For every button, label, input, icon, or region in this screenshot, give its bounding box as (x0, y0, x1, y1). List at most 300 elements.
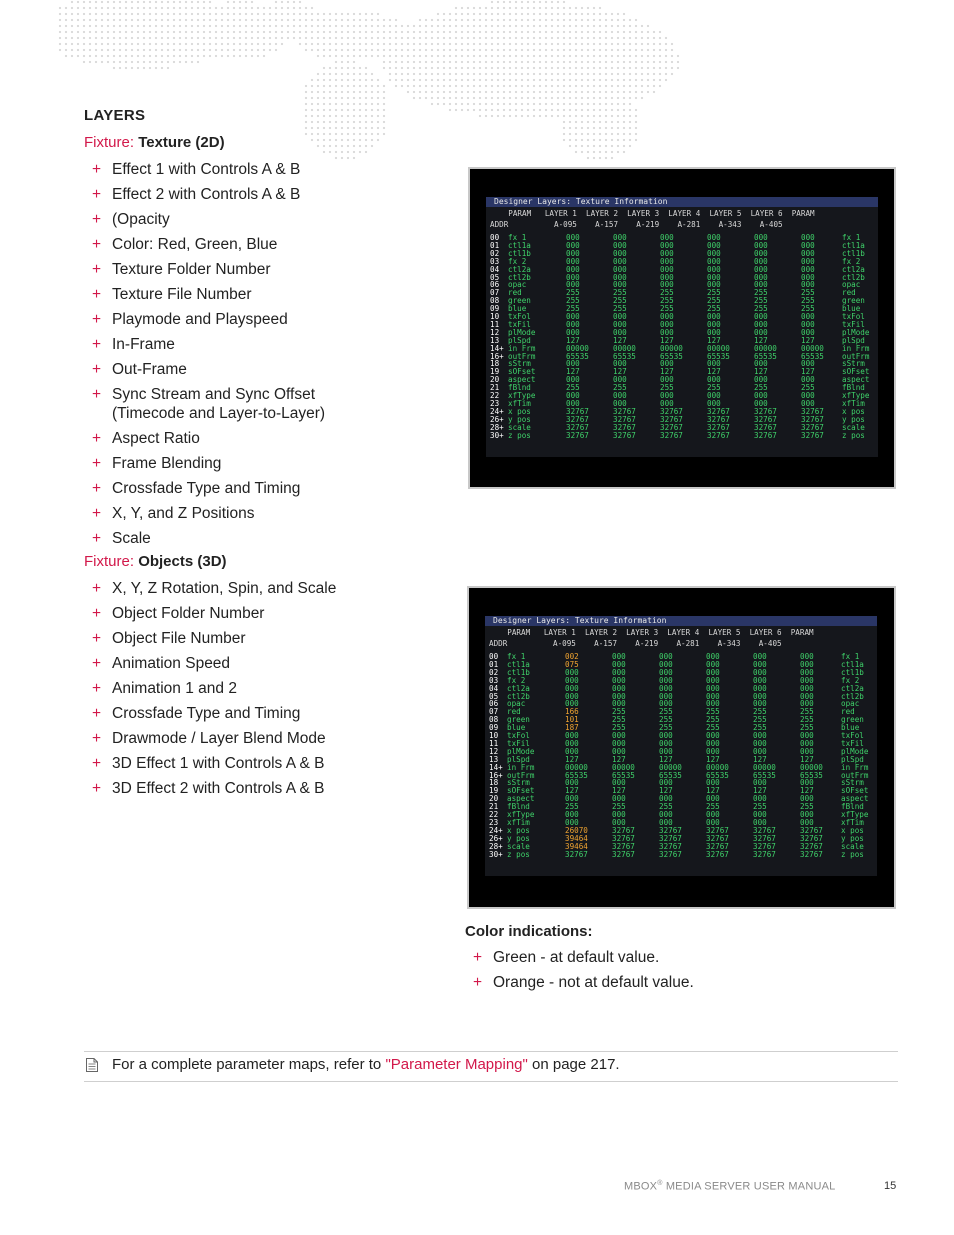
table-cell-value: 000 (612, 794, 626, 804)
table-cell-param-right: fBlnd (842, 383, 865, 393)
table-cell-addr: 21 (489, 802, 499, 812)
table-cell-param-right: fx 1 (842, 233, 861, 242)
table-cell-value: 000 (566, 327, 580, 337)
table-cell-value: 32767 (613, 414, 636, 424)
table-cell-param: z pos (507, 849, 530, 859)
list-item-text: Animation 1 and 2 (112, 680, 237, 697)
table-cell-addr: 10 (490, 312, 500, 321)
table-cell-value: 00000 (565, 762, 588, 772)
table-cell-value: 000 (706, 667, 720, 677)
table-cell-param: xfType (508, 391, 536, 400)
list-item (84, 285, 325, 304)
table-cell-param-right: plSpd (842, 335, 865, 345)
table-cell-value: 000 (801, 391, 815, 400)
table-cell-param: fx 2 (508, 256, 527, 266)
table-cell-value: 127 (754, 335, 768, 345)
table-cell-value: 000 (659, 738, 673, 748)
table-cell-param-right: txFol (841, 731, 864, 740)
table-cell-value: 000 (753, 794, 767, 804)
table-cell-value: 000 (753, 667, 767, 677)
bullet-plus-icon: + (92, 286, 102, 303)
table-cell-value: 255 (801, 383, 815, 393)
table-cell-value: 000 (801, 327, 815, 337)
table-cell-param: opac (508, 280, 527, 290)
table-cell-param: x pos (507, 825, 530, 835)
fixture-label: Fixture: (84, 134, 135, 151)
table-cell-param: xfType (507, 810, 535, 819)
table-cell-value: 000 (800, 683, 814, 693)
table-cell-value: 000 (566, 256, 580, 266)
list-item (84, 160, 325, 179)
table-cell-value: 32767 (800, 841, 823, 851)
table-cell-value: 000 (660, 375, 674, 385)
objects-feature-list (84, 579, 336, 804)
table-cell-value: 000 (800, 746, 814, 756)
table-cell-value: 000 (801, 312, 815, 321)
table-cell-param: plSpd (508, 335, 531, 345)
bullet-plus-icon: + (92, 161, 102, 178)
table-cell-value: 65535 (800, 770, 823, 780)
parameter-mapping-link[interactable]: "Parameter Mapping" (385, 1056, 528, 1073)
table-cell-value: 000 (753, 817, 767, 827)
table-cell-addr: 22 (490, 391, 500, 400)
list-item (465, 973, 694, 992)
table-cell-param-right: in Frm (841, 762, 869, 772)
table-cell-param: red (507, 707, 521, 717)
table-cell-addr: 22 (489, 810, 499, 819)
list-item (84, 479, 325, 498)
table-cell-value: 000 (801, 272, 815, 282)
panel-title: Designer Layers: Texture Information (493, 616, 667, 625)
table-cell-value: 000 (753, 738, 767, 748)
bullet-plus-icon: + (473, 949, 483, 966)
list-item-text: X, Y, Z Rotation, Spin, and Scale (112, 580, 337, 597)
table-cell-addr: 20 (489, 794, 499, 804)
table-cell-value: 000 (707, 272, 721, 282)
table-cell-addr: 28+ (490, 422, 504, 432)
list-item-text: Out-Frame (112, 361, 187, 378)
table-cell-value: 000 (613, 233, 627, 242)
table-cell-param-right: opac (841, 699, 860, 709)
table-cell-value: 000 (707, 256, 721, 266)
list-item-text: Object Folder Number (112, 605, 265, 622)
table-cell-value: 000 (753, 810, 767, 819)
table-cell-value: 255 (754, 296, 768, 306)
section-title: LAYERS (84, 107, 146, 124)
table-cell-addr: 08 (489, 715, 499, 725)
table-cell-value: 000 (613, 264, 627, 274)
addr-header-row: ADDR A-095 A-157 A-219 A-281 A-343 A-405 (489, 639, 782, 648)
table-cell-value: 000 (612, 667, 626, 677)
table-cell-value: 000 (801, 398, 815, 408)
table-cell-addr: 07 (490, 288, 500, 298)
list-item (84, 429, 325, 448)
table-cell-value: 000 (566, 240, 580, 250)
list-item-text: (Opacity (112, 211, 170, 228)
table-cell-param-right: fBlnd (841, 802, 864, 812)
table-cell-value: 255 (566, 288, 580, 298)
bullet-plus-icon: + (92, 311, 102, 328)
table-cell-value: 255 (800, 707, 814, 717)
bullet-plus-icon: + (92, 730, 102, 747)
table-cell-value: 000 (753, 691, 767, 701)
table-cell-value: 000 (754, 359, 768, 369)
table-cell-value: 000 (565, 731, 579, 740)
table-cell-addr: 26+ (489, 833, 503, 843)
table-cell-value: 000 (754, 272, 768, 282)
table-cell-value: 000 (801, 248, 815, 258)
table-cell-value: 000 (660, 280, 674, 290)
table-cell-value: 000 (707, 240, 721, 250)
table-cell-value: 00000 (706, 762, 729, 772)
table-cell-param-right: scale (842, 422, 865, 432)
table-cell-addr: 23 (490, 398, 500, 408)
list-item (84, 704, 336, 723)
table-cell-value: 32767 (753, 825, 776, 835)
table-cell-value: 255 (707, 383, 721, 393)
table-cell-value: 127 (613, 367, 627, 377)
table-cell-value: 187 (565, 723, 579, 733)
table-cell-param: fx 1 (507, 652, 526, 661)
table-cell-value: 000 (707, 375, 721, 385)
table-cell-value: 32767 (754, 406, 777, 416)
table-cell-value: 127 (800, 754, 814, 764)
table-cell-value: 000 (800, 738, 814, 748)
table-cell-param: outFrm (507, 770, 535, 780)
list-item (84, 335, 325, 354)
table-cell-param: ctl2a (508, 264, 531, 274)
table-cell-value: 00000 (800, 762, 823, 772)
table-cell-value: 000 (565, 699, 579, 709)
table-cell-value: 000 (565, 810, 579, 819)
table-cell-value: 000 (565, 667, 579, 677)
table-cell-value: 32767 (706, 849, 729, 859)
table-cell-value: 255 (707, 288, 721, 298)
table-cell-value: 000 (753, 731, 767, 740)
table-cell-value: 32767 (706, 833, 729, 843)
table-cell-value: 32767 (613, 406, 636, 416)
table-cell-param-right: xfType (842, 391, 870, 400)
table-cell-param: fx 1 (508, 233, 527, 242)
table-cell-value: 255 (801, 304, 815, 314)
table-cell-value: 000 (753, 675, 767, 685)
table-cell-value: 000 (565, 675, 579, 685)
footer-brand: MBOX (624, 1180, 658, 1193)
table-cell-addr: 14+ (489, 762, 503, 772)
table-cell-value: 000 (706, 652, 720, 661)
table-cell-value: 000 (613, 327, 627, 337)
table-cell-value: 000 (706, 659, 720, 669)
table-cell-param: fBlnd (507, 802, 530, 812)
table-cell-value: 65535 (707, 351, 730, 361)
table-cell-param-right: red (841, 707, 855, 717)
note-icon (86, 1058, 98, 1072)
table-cell-value: 32767 (707, 406, 730, 416)
list-item-text: Texture Folder Number (112, 261, 271, 278)
table-cell-value: 32767 (754, 430, 777, 440)
table-cell-param-right: aspect (841, 794, 869, 804)
table-cell-value: 127 (753, 786, 767, 796)
table-cell-param-right: sStrm (842, 359, 865, 369)
list-item-text: Sync Stream and Sync Offset (112, 386, 316, 403)
table-cell-value: 255 (566, 296, 580, 306)
list-item-text: Frame Blending (112, 455, 222, 472)
table-cell-param: sStrm (508, 359, 531, 369)
table-cell-value: 000 (565, 738, 579, 748)
list-item (84, 385, 325, 423)
table-cell-value: 255 (660, 288, 674, 298)
table-cell-param-right: txFil (842, 319, 865, 329)
table-cell-value: 255 (754, 304, 768, 314)
table-cell-value: 000 (566, 248, 580, 258)
list-item (84, 504, 325, 523)
table-cell-value: 255 (754, 288, 768, 298)
list-item (84, 629, 336, 648)
table-cell-param-right: sStrm (841, 778, 864, 788)
table-cell-value: 000 (707, 398, 721, 408)
table-cell-value: 255 (659, 723, 673, 733)
table-cell-value: 32767 (612, 849, 635, 859)
footer-title (624, 1180, 835, 1193)
panel-titlebar (485, 616, 877, 626)
table-cell-value: 32767 (801, 422, 824, 432)
table-cell-value: 000 (754, 327, 768, 337)
table-cell-value: 000 (754, 319, 768, 329)
table-cell-value: 000 (800, 794, 814, 804)
table-cell-addr: 04 (489, 683, 499, 693)
table-cell-addr: 11 (490, 319, 500, 329)
table-cell-value: 000 (566, 312, 580, 321)
table-cell-value: 32767 (706, 841, 729, 851)
table-cell-value: 000 (706, 691, 720, 701)
table-cell-param-right: xfTim (842, 398, 865, 408)
table-cell-value: 000 (754, 240, 768, 250)
table-cell-value: 000 (566, 375, 580, 385)
table-cell-param-right: aspect (842, 375, 870, 385)
table-cell-param: blue (508, 304, 527, 314)
table-cell-param: z pos (508, 430, 531, 440)
table-cell-addr: 09 (490, 304, 500, 314)
table-cell-value: 127 (566, 335, 580, 345)
table-cell-value: 000 (613, 280, 627, 290)
table-cell-value: 127 (801, 367, 815, 377)
table-cell-value: 000 (707, 264, 721, 274)
table-cell-param-right: red (842, 288, 856, 298)
table-cell-value: 32767 (753, 849, 776, 859)
table-cell-value: 000 (706, 817, 720, 827)
table-cell-addr: 00 (490, 233, 500, 242)
table-cell-param: x pos (508, 406, 531, 416)
table-cell-value: 000 (612, 691, 626, 701)
table-cell-value: 32767 (659, 849, 682, 859)
table-cell-value: 000 (566, 391, 580, 400)
table-cell-param-right: z pos (841, 849, 864, 859)
table-cell-value: 000 (613, 391, 627, 400)
table-cell-value: 166 (565, 707, 579, 717)
table-cell-value: 000 (565, 691, 579, 701)
table-cell-value: 000 (706, 699, 720, 709)
table-cell-value: 32767 (659, 841, 682, 851)
table-cell-addr: 16+ (490, 351, 504, 361)
table-cell-param-right: plMode (841, 746, 869, 756)
table-cell-value: 000 (800, 691, 814, 701)
table-cell-value: 000 (566, 319, 580, 329)
addr-header-row: ADDR A-095 A-157 A-219 A-281 A-343 A-405 (490, 220, 783, 229)
table-cell-param-right: blue (842, 304, 861, 314)
bullet-plus-icon: + (92, 780, 102, 797)
table-cell-value: 000 (659, 683, 673, 693)
table-cell-addr: 14+ (490, 343, 504, 353)
table-cell-param: txFol (507, 731, 530, 740)
bullet-plus-icon: + (92, 655, 102, 672)
table-cell-value: 255 (706, 723, 720, 733)
list-item (465, 948, 694, 967)
table-cell-addr: 13 (490, 335, 500, 345)
table-cell-value: 000 (800, 659, 814, 669)
table-cell-value: 000 (707, 233, 721, 242)
table-cell-value: 000 (800, 675, 814, 685)
designer-layers-panel (486, 197, 878, 457)
table-cell-value: 000 (659, 659, 673, 669)
table-cell-value: 000 (707, 248, 721, 258)
table-cell-addr: 30+ (490, 430, 504, 440)
table-cell-value: 32767 (801, 430, 824, 440)
table-cell-value: 32767 (707, 414, 730, 424)
table-cell-value: 255 (660, 383, 674, 393)
table-cell-value: 000 (753, 652, 767, 661)
panel-titlebar (486, 197, 878, 207)
table-cell-value: 255 (613, 296, 627, 306)
table-cell-param: y pos (508, 414, 531, 424)
table-cell-value: 000 (612, 731, 626, 740)
list-item-text: Drawmode / Layer Blend Mode (112, 730, 326, 747)
list-item (84, 260, 325, 279)
bullet-plus-icon: + (92, 630, 102, 647)
table-cell-value: 000 (565, 778, 579, 788)
list-item (84, 210, 325, 229)
table-cell-value: 127 (566, 367, 580, 377)
table-cell-value: 000 (660, 248, 674, 258)
table-cell-param: sOFset (507, 786, 535, 796)
bullet-plus-icon: + (92, 530, 102, 547)
table-cell-value: 000 (566, 272, 580, 282)
table-cell-value: 65535 (660, 351, 683, 361)
table-cell-param-right: outFrm (842, 351, 870, 361)
table-cell-value: 000 (706, 738, 720, 748)
layer-info-screenshot-modified (467, 586, 896, 909)
bullet-plus-icon: + (92, 386, 102, 403)
table-cell-value: 000 (754, 391, 768, 400)
table-cell-param-right: sOFset (842, 367, 870, 377)
table-cell-param-right: fx 2 (842, 256, 861, 266)
bullet-plus-icon: + (92, 580, 102, 597)
table-cell-value: 000 (706, 746, 720, 756)
table-cell-param: ctl1a (507, 659, 530, 669)
table-cell-value: 00000 (613, 343, 636, 353)
table-cell-value: 255 (706, 707, 720, 717)
table-cell-value: 000 (660, 398, 674, 408)
table-cell-value: 000 (659, 778, 673, 788)
table-cell-param-right: ctl1a (842, 240, 865, 250)
table-cell-value: 00000 (612, 762, 635, 772)
table-cell-value: 32767 (566, 414, 589, 424)
table-cell-addr: 28+ (489, 841, 503, 851)
list-item (84, 360, 325, 379)
table-cell-value: 000 (566, 280, 580, 290)
table-cell-value: 000 (660, 256, 674, 266)
table-cell-value: 65535 (565, 770, 588, 780)
layer-info-screenshot-default (468, 167, 896, 489)
table-cell-value: 32767 (612, 825, 635, 835)
table-cell-value: 255 (613, 304, 627, 314)
table-cell-value: 255 (612, 707, 626, 717)
list-item (84, 654, 336, 673)
table-cell-value: 127 (800, 786, 814, 796)
table-cell-param: sStrm (507, 778, 530, 788)
bullet-plus-icon: + (92, 430, 102, 447)
table-cell-param: txFil (508, 319, 531, 329)
table-cell-addr: 24+ (490, 406, 504, 416)
table-cell-param: plMode (508, 327, 536, 337)
table-cell-value: 39464 (565, 841, 588, 851)
table-cell-value: 32767 (612, 833, 635, 843)
table-cell-value: 255 (612, 802, 626, 812)
table-cell-param-right: y pos (841, 833, 864, 843)
table-cell-value: 127 (612, 754, 626, 764)
table-cell-value: 000 (660, 391, 674, 400)
table-cell-param: aspect (507, 794, 535, 804)
table-cell-value: 000 (707, 391, 721, 400)
table-cell-value: 32767 (800, 825, 823, 835)
table-cell-value: 32767 (800, 849, 823, 859)
table-cell-param-right: txFol (842, 312, 865, 321)
table-cell-param-right: sOFset (841, 786, 869, 796)
table-cell-param: xfTim (508, 398, 531, 408)
list-item (84, 185, 325, 204)
table-cell-value: 000 (800, 778, 814, 788)
table-cell-value: 255 (659, 707, 673, 717)
table-cell-value: 255 (753, 802, 767, 812)
table-cell-value: 000 (754, 233, 768, 242)
table-cell-value: 00000 (753, 762, 776, 772)
table-cell-param-right: x pos (842, 406, 865, 416)
table-cell-value: 000 (754, 248, 768, 258)
table-cell-param: green (508, 296, 531, 306)
table-cell-param-right: fx 2 (841, 675, 860, 685)
table-cell-addr: 09 (489, 723, 499, 733)
table-cell-value: 32767 (800, 833, 823, 843)
list-item-text: In-Frame (112, 336, 175, 353)
table-cell-addr: 00 (489, 652, 499, 661)
table-cell-addr: 07 (489, 707, 499, 717)
table-cell-value: 075 (565, 659, 579, 669)
bullet-plus-icon: + (92, 186, 102, 203)
table-cell-addr: 02 (490, 248, 500, 258)
table-cell-value: 000 (660, 327, 674, 337)
list-item-text: 3D Effect 2 with Controls A & B (112, 780, 325, 797)
list-item-text: 3D Effect 1 with Controls A & B (112, 755, 325, 772)
table-cell-param: aspect (508, 375, 536, 385)
table-cell-param-right: plMode (842, 327, 870, 337)
table-cell-value: 255 (565, 802, 579, 812)
list-item (84, 235, 325, 254)
table-cell-value: 000 (613, 319, 627, 329)
table-cell-value: 000 (707, 359, 721, 369)
table-cell-value: 000 (706, 794, 720, 804)
table-cell-addr: 04 (490, 264, 500, 274)
table-cell-param: xfTim (507, 817, 530, 827)
table-cell-value: 255 (660, 296, 674, 306)
